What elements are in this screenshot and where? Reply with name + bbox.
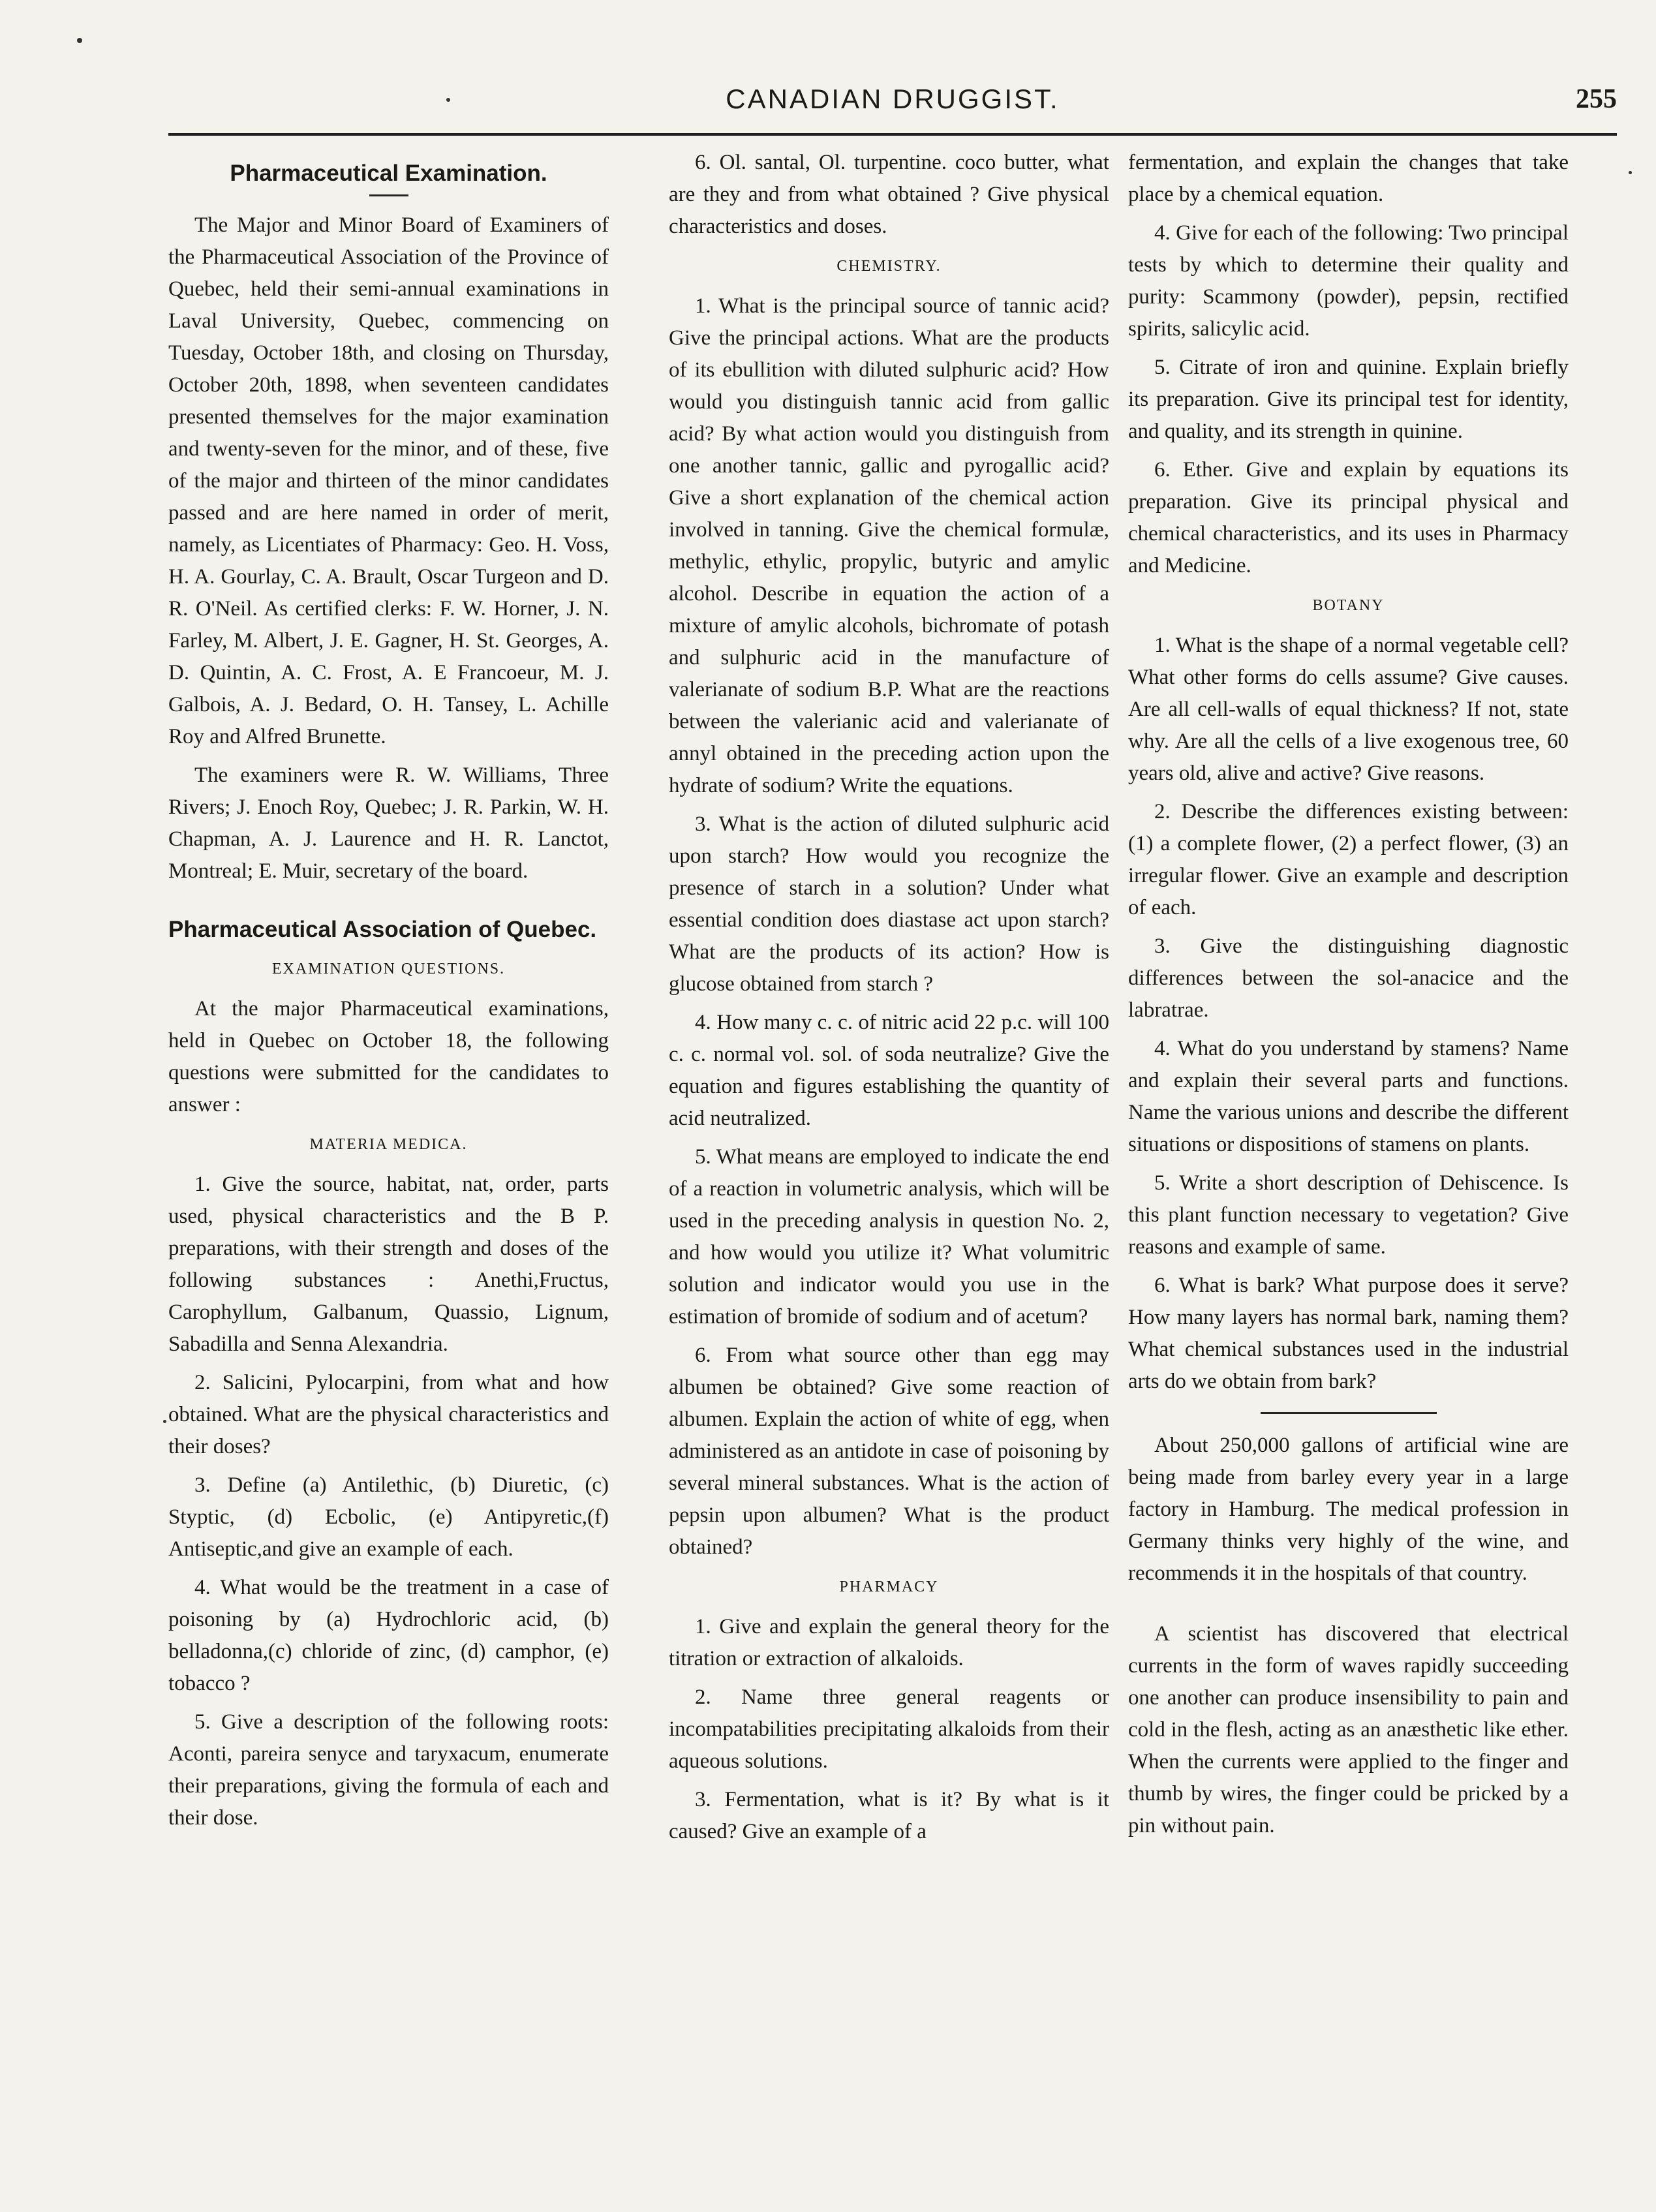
paragraph: The Major and Minor Board of Examiners of the Pharmaceutical Association of the Province of Quebec, held their semi-annual examinations in Laval University, Quebec, commencing on Tuesday, October 18th, and closing on Thursday, October 20th, 1898, when seventeen candidates presented themselves for the major examination and twenty-seven for the minor, and of these, five of the major and thirteen of the minor candidates passed and are here named in order of merit, namely, as Licentiates of Pharmacy: Geo. H. Voss, H. A. Gourlay, C. A. Brault, Oscar Turgeon and D. R. O'Neil. As certified clerks: F. W. Horner, J. N. Farley, M. Albert, J. E. Gagner, H. St. Georges, A. D. Quintin, A. C. Frost, A. E Francoeur, M. J. Galbois, A. J. Bedard, O. H. Tansey, L. Achille Roy and Alfred Brunette. [168,213,609,748]
subheading: PHARMACY [839,1578,939,1595]
short-rule [369,194,408,196]
column-3 [1128,147,1569,1849]
question: 4. How many c. c. of nitric acid 22 p.c. will 100 c. c. normal vol. sol. of soda neutralize? Give the equation and figures establishing the quantity of acid neutralized. [669,1011,1109,1130]
article-heading: Pharmaceutical Examination. [230,161,547,186]
page-header [168,84,1617,123]
question: 1. Give and explain the general theory for the titration or extraction of alkaloids. [669,1615,1109,1670]
column-2 [669,147,1109,1854]
speck [446,98,450,102]
news-item: About 250,000 gallons of artificial wine are being made from barley every year in a large factory in Hamburg. The medical profession in Germany thinks very highly of the wine, and recommends it in the hospitals of that country. [1128,1434,1569,1585]
question: 5. What means are employed to indicate the end of a reaction in volumetric analysis, which will be used in the preceding analysis in question No. 2, and how would you utilize it? What volumitric solution and indicator would you use in the estimation of bromide of sodium and of acetum? [669,1145,1109,1329]
section-divider [1261,1412,1437,1414]
paragraph: At the major Pharmaceutical examinations, held in Quebec on October 18, the following questions were submitted for the candidates to answer : [168,997,609,1116]
question: 3. Give the distinguishing diagnostic differences between the sol-anacice and the labratrae. [1128,934,1569,1022]
question: 4. What do you understand by stamens? Name and explain their several parts and functions. Name the various unions and describe the different situations or dispositions of stamens on plants. [1128,1037,1569,1156]
spacer [1128,1596,1569,1618]
question: 4. What would be the treatment in a case of poisoning by (a) Hydrochloric acid, (b) belladonna,(c) chloride of zinc, (d) camphor, (e) tobacco ? [168,1576,609,1695]
question: 4. Give for each of the following: Two principal tests by which to determine their quality and purity: Scammony (powder), pepsin, rectified spirits, salicylic acid. [1128,221,1569,341]
question: 2. Salicini, Pylocarpini, from what and how obtained. What are the physical characteristics and their doses? [168,1371,609,1458]
question: 2. Describe the differences existing between: (1) a complete flower, (2) a perfect flower, (3) an irregular flower. Give an example and description of each. [1128,800,1569,919]
question: 3. What is the action of diluted sulphuric acid upon starch? How would you recognize the presence of starch in a solution? Under what essential condition does diastase act upon starch? What are the products of its action? How is glucose obtained from starch ? [669,812,1109,996]
subheading: MATERIA MEDICA. [309,1136,468,1153]
speck [77,38,82,43]
question: 6. What is bark? What purpose does it serve? How many layers has normal bark, naming them? What chemical substances used in the industrial arts do we obtain from bark? [1128,1274,1569,1393]
publication-title: CANADIAN DRUGGIST. [726,84,1060,114]
subheading: CHEMISTRY. [836,258,942,275]
speck [1629,171,1632,174]
section-heading: Pharmaceutical Association of Quebec. [168,917,597,942]
question: 5. Citrate of iron and quinine. Explain briefly its preparation. Give its principal test for identity, and quality, and its strength in quinine. [1128,356,1569,443]
subheading: BOTANY [1312,597,1385,614]
question: 1. What is the principal source of tannic acid? Give the principal actions. What are the products of its ebullition with diluted sulphuric acid? How would you distinguish tannic acid from gallic acid? By what action would you distinguish from one another tannic, gallic and pyrogallic acid? Give a short explanation of the chemical action involved in tanning. Give the chemical formulæ, methylic, ethylic, propylic, butyric and amylic alcohol. Describe in equation the action of a mixture of amylic alcohols, bichromate of potash and sulphuric acid in the manufacture of valerianate of sodium B.P. What are the reactions between the valerianic acid and valerianate of annyl obtained in the preceding action upon the hydrate of sodium? Write the equations. [669,294,1109,797]
page-number: 255 [1576,84,1617,114]
paragraph: The examiners were R. W. Williams, Three Rivers; J. Enoch Roy, Quebec; J. R. Parkin, W. H. Chapman, A. J. Laurence and H. R. Lanctot, Montreal; E. Muir, secretary of the board. [168,763,609,883]
header-rule [168,133,1617,136]
question: 5. Give a description of the following roots: Aconti, pareira senyce and taryxacum, enumerate their preparations, giving the formula of each and their dose. [168,1710,609,1830]
speck [163,1420,166,1423]
question: 1. What is the shape of a normal vegetable cell? What other forms do cells assume? Give causes. Are all cell-walls of equal thickness? If not, state why. Are all the cells of a live exogenous tree, 60 years old, alive and active? Give reasons. [1128,634,1569,785]
question: 5. Write a short description of Dehiscence. Is this plant function necessary to vegetation? Give reasons and example of same. [1128,1171,1569,1259]
question: 3. Define (a) Antilethic, (b) Diuretic, (c) Styptic, (d) Ecbolic, (e) Antipyretic,(f) Antiseptic,and give an example of each. [168,1473,609,1561]
question: 6. Ether. Give and explain by equations its preparation. Give its principal physical and chemical characteristics, and its uses in Pharmacy and Medicine. [1128,458,1569,577]
subheading: EXAMINATION QUESTIONS. [271,960,506,977]
question: 6. Ol. santal, Ol. turpentine. coco butter, what are they and from what obtained ? Give physical characteristics and doses. [669,151,1109,238]
question: 3. Fermentation, what is it? By what is it caused? Give an example of a [669,1788,1109,1843]
question: 2. Name three general reagents or incompatabilities precipitating alkaloids from their aqueous solutions. [669,1685,1109,1773]
column-1 [168,147,609,1841]
continued-text: fermentation, and explain the changes that take place by a chemical equation. [1128,151,1569,206]
news-item: A scientist has discovered that electrical currents in the form of waves rapidly succeeding one another can produce insensibility to pain and cold in the flesh, acting as an anæsthetic like ether. When the currents were applied to the finger and thumb by wires, the finger could be pricked by a pin without pain. [1128,1622,1569,1837]
question: 6. From what source other than egg may albumen be obtained? Give some reaction of albumen. Explain the action of white of egg, when administered as an antidote in case of poisoning by several mineral substances. What is the action of pepsin upon albumen? What is the product obtained? [669,1344,1109,1559]
question: 1. Give the source, habitat, nat, order, parts used, physical characteristics and the B P. preparations, with their strength and doses of the following substances : Anethi,Fructus, Carophyllum, Galbanum, Quassio, Lignum, Sabadilla and Senna Alexandria. [168,1173,609,1356]
